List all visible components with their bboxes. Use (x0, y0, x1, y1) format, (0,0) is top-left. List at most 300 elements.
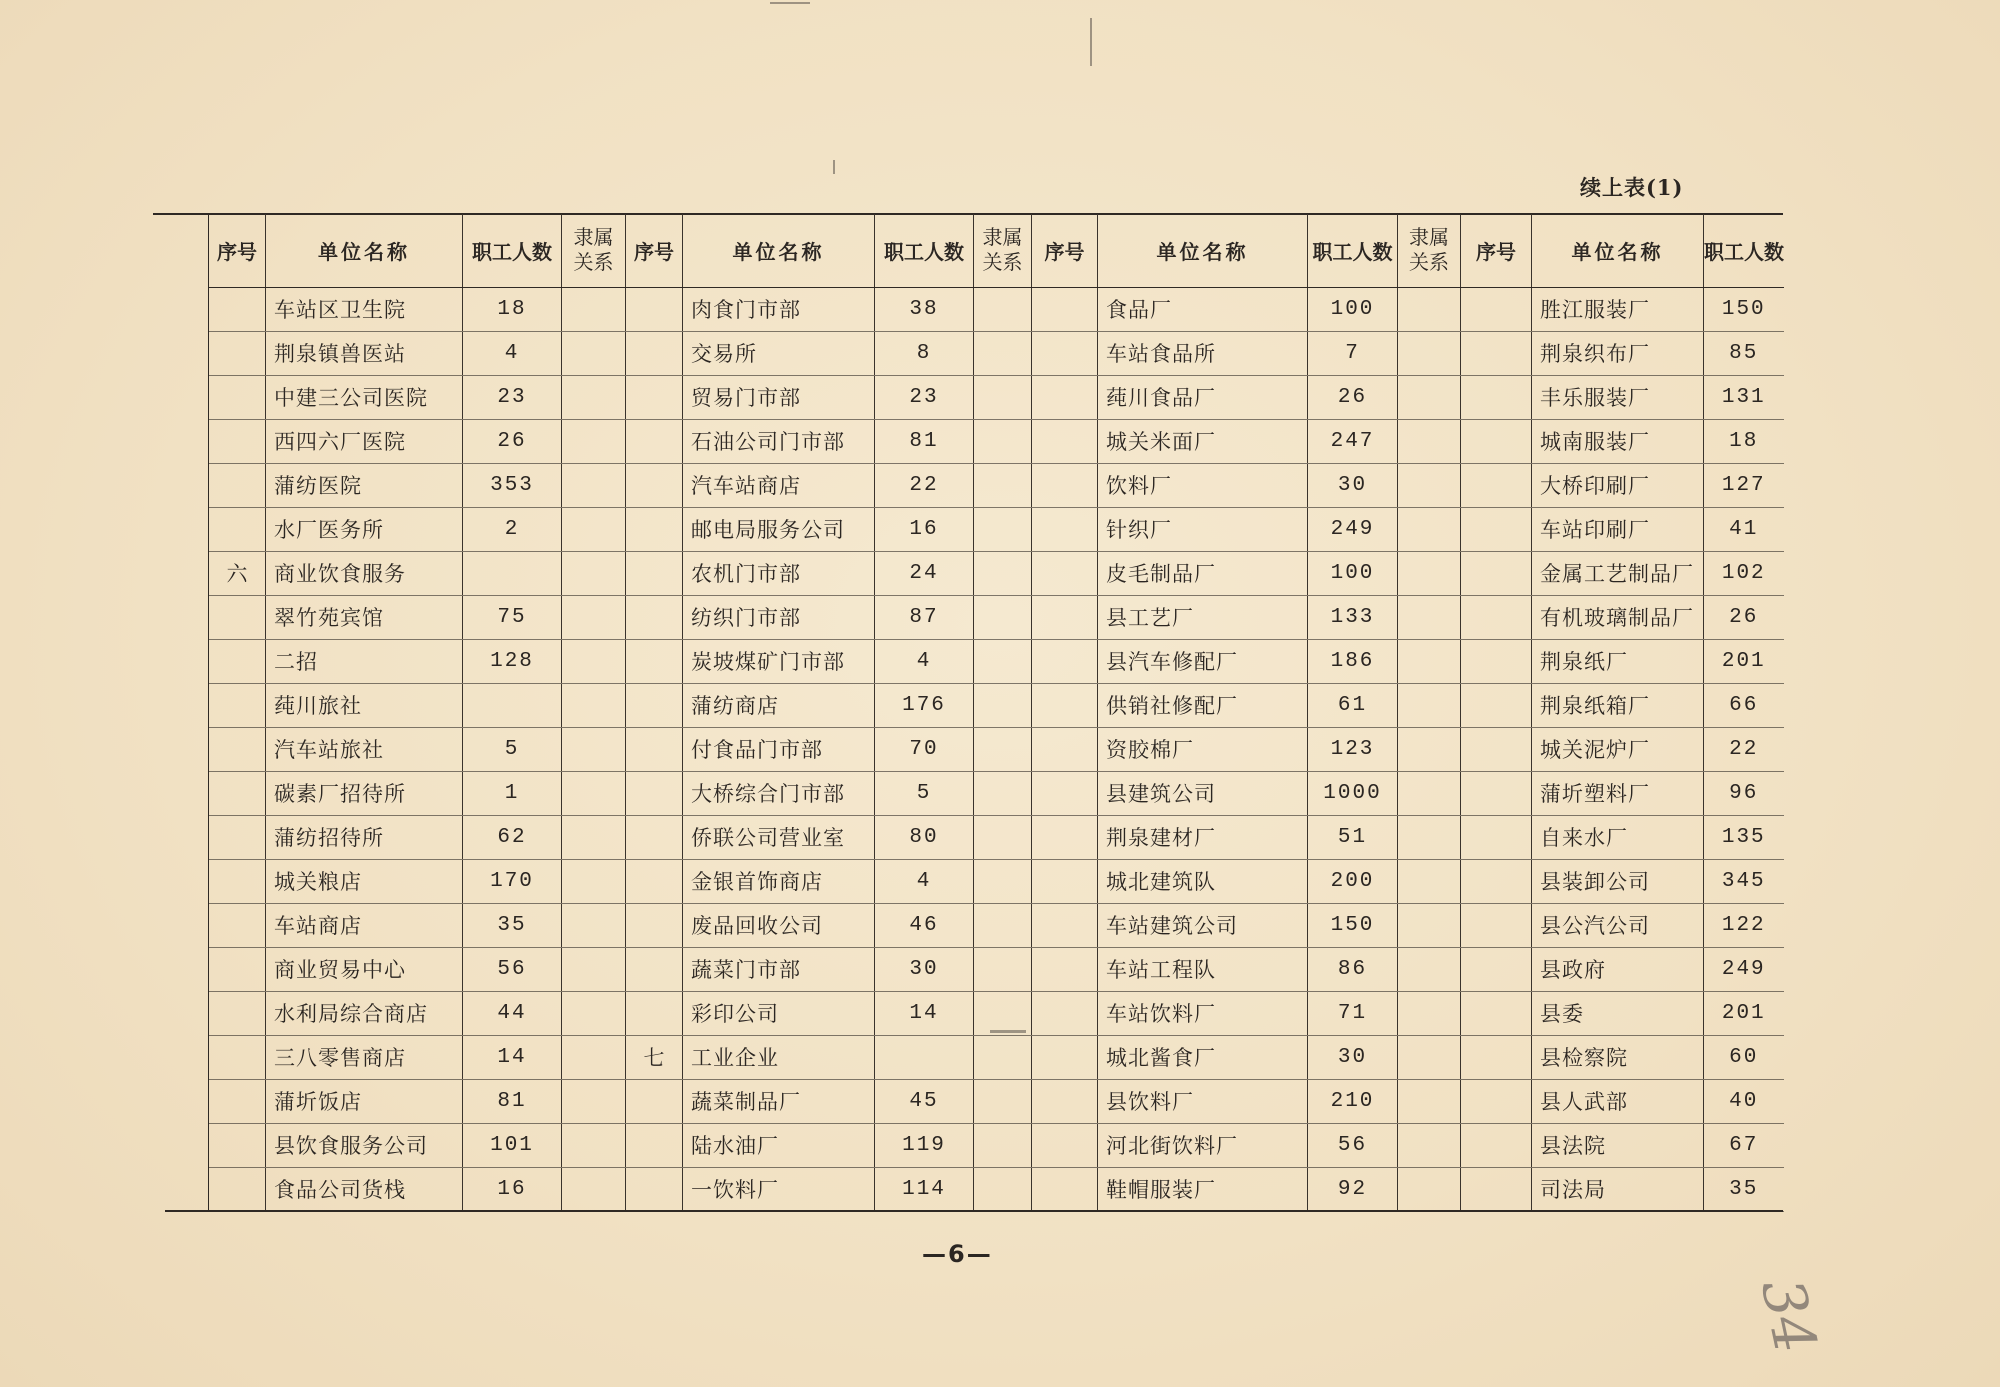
unit-name-cell: 商业饮食服务 (266, 551, 463, 595)
unit-name-cell: 县检察院 (1532, 1035, 1704, 1079)
seq-cell (209, 947, 266, 991)
unit-name-cell: 莼川旅社 (266, 683, 463, 727)
staff-count-cell: 101 (463, 1123, 562, 1167)
table-row (209, 287, 1784, 331)
seq-cell (1461, 815, 1532, 859)
unit-name-cell: 陆水油厂 (683, 1123, 875, 1167)
table-row (209, 815, 1784, 859)
staff-count-cell: 56 (1308, 1123, 1398, 1167)
unit-name-cell: 一饮料厂 (683, 1167, 875, 1211)
unit-name-cell: 金银首饰商店 (683, 859, 875, 903)
relation-cell (562, 419, 626, 463)
seq-cell (209, 1123, 266, 1167)
table-row (209, 419, 1784, 463)
seq-cell (1032, 331, 1098, 375)
table-row (209, 551, 1784, 595)
scan-mark (833, 160, 835, 174)
unit-name-cell: 翠竹苑宾馆 (266, 595, 463, 639)
staff-count-cell: 30 (875, 947, 974, 991)
unit-name-cell: 县政府 (1532, 947, 1704, 991)
staff-count-cell: 61 (1308, 683, 1398, 727)
seq-cell (1032, 991, 1098, 1035)
relation-cell (1398, 903, 1461, 947)
seq-cell (626, 727, 683, 771)
staff-count-cell: 14 (875, 991, 974, 1035)
header-count-3: 职工人数 (1308, 214, 1398, 287)
seq-cell (1461, 947, 1532, 991)
staff-count-cell: 46 (875, 903, 974, 947)
unit-name-cell: 肉食门市部 (683, 287, 875, 331)
seq-cell (626, 1079, 683, 1123)
table-row (209, 727, 1784, 771)
unit-name-cell: 蒲圻塑料厂 (1532, 771, 1704, 815)
seq-cell (1461, 375, 1532, 419)
seq-cell (1461, 507, 1532, 551)
relation-cell (562, 727, 626, 771)
unit-name-cell: 县装卸公司 (1532, 859, 1704, 903)
staff-count-cell: 345 (1704, 859, 1784, 903)
seq-cell: 七 (626, 1035, 683, 1079)
seq-cell (1461, 595, 1532, 639)
unit-name-cell: 金属工艺制品厂 (1532, 551, 1704, 595)
seq-cell (1032, 683, 1098, 727)
unit-name-cell: 纺织门市部 (683, 595, 875, 639)
staff-count-cell: 85 (1704, 331, 1784, 375)
relation-cell (1398, 463, 1461, 507)
staff-count-cell: 114 (875, 1167, 974, 1211)
unit-name-cell: 县建筑公司 (1098, 771, 1308, 815)
header-count-2: 职工人数 (875, 214, 974, 287)
staff-count-cell: 150 (1704, 287, 1784, 331)
seq-cell (626, 991, 683, 1035)
staff-count-cell: 23 (875, 375, 974, 419)
staff-count-cell: 4 (875, 639, 974, 683)
seq-cell (209, 331, 266, 375)
staff-count-cell: 41 (1704, 507, 1784, 551)
unit-name-cell: 县汽车修配厂 (1098, 639, 1308, 683)
relation-cell (562, 991, 626, 1035)
staff-count-cell: 18 (463, 287, 562, 331)
seq-cell (1461, 463, 1532, 507)
seq-cell (1461, 727, 1532, 771)
staff-count-cell: 201 (1704, 991, 1784, 1035)
seq-cell (209, 1079, 266, 1123)
header-relation-1: 隶属关系 (562, 214, 626, 287)
relation-cell (974, 595, 1032, 639)
unit-name-cell: 荆泉纸厂 (1532, 639, 1704, 683)
staff-count-cell (875, 1035, 974, 1079)
relation-cell (974, 639, 1032, 683)
staff-count-cell: 353 (463, 463, 562, 507)
relation-cell (562, 375, 626, 419)
unit-name-cell: 蔬菜制品厂 (683, 1079, 875, 1123)
staff-count-cell: 26 (1308, 375, 1398, 419)
staff-count-cell: 70 (875, 727, 974, 771)
seq-cell (626, 507, 683, 551)
seq-cell (1461, 859, 1532, 903)
staff-count-cell: 247 (1308, 419, 1398, 463)
seq-cell (626, 287, 683, 331)
relation-cell (974, 287, 1032, 331)
unit-name-cell: 县委 (1532, 991, 1704, 1035)
seq-cell (626, 375, 683, 419)
seq-cell (626, 463, 683, 507)
header-seq-2: 序号 (626, 214, 683, 287)
unit-name-cell: 有机玻璃制品厂 (1532, 595, 1704, 639)
seq-cell (209, 903, 266, 947)
seq-cell (209, 859, 266, 903)
staff-count-cell: 75 (463, 595, 562, 639)
staff-count-cell: 16 (463, 1167, 562, 1211)
seq-cell (1461, 287, 1532, 331)
seq-cell (626, 1167, 683, 1211)
table-row (209, 1123, 1784, 1167)
table-row (209, 331, 1784, 375)
staff-count-cell: 35 (1704, 1167, 1784, 1211)
relation-cell (562, 1167, 626, 1211)
relation-cell (974, 551, 1032, 595)
staff-count-cell: 22 (875, 463, 974, 507)
table-bottom-rule (165, 1210, 1783, 1212)
unit-name-cell: 城关米面厂 (1098, 419, 1308, 463)
relation-cell (1398, 331, 1461, 375)
relation-cell (562, 595, 626, 639)
unit-name-cell: 车站食品所 (1098, 331, 1308, 375)
relation-cell (1398, 683, 1461, 727)
relation-cell (1398, 551, 1461, 595)
seq-cell (1461, 419, 1532, 463)
relation-cell (562, 683, 626, 727)
unit-name-cell: 食品公司货栈 (266, 1167, 463, 1211)
seq-cell (209, 683, 266, 727)
relation-cell (974, 815, 1032, 859)
seq-cell (209, 991, 266, 1035)
unit-name-cell: 鞋帽服装厂 (1098, 1167, 1308, 1211)
unit-name-cell: 车站区卫生院 (266, 287, 463, 331)
staff-count-cell: 35 (463, 903, 562, 947)
unit-name-cell: 车站饮料厂 (1098, 991, 1308, 1035)
staff-count-cell: 30 (1308, 463, 1398, 507)
relation-cell (974, 727, 1032, 771)
unit-name-cell: 水厂医务所 (266, 507, 463, 551)
unit-name-cell: 丰乐服装厂 (1532, 375, 1704, 419)
table-row (209, 683, 1784, 727)
relation-cell (1398, 771, 1461, 815)
relation-cell (974, 859, 1032, 903)
staff-count-cell: 1000 (1308, 771, 1398, 815)
staff-count-cell: 150 (1308, 903, 1398, 947)
seq-cell (209, 463, 266, 507)
unit-name-cell: 县饮食服务公司 (266, 1123, 463, 1167)
staff-count-cell: 127 (1704, 463, 1784, 507)
seq-cell (209, 595, 266, 639)
staff-count-cell: 56 (463, 947, 562, 991)
header-relation-3: 隶属关系 (1398, 214, 1461, 287)
unit-name-cell: 饮料厂 (1098, 463, 1308, 507)
header-seq-3: 序号 (1032, 214, 1098, 287)
seq-cell (1032, 1123, 1098, 1167)
relation-cell (562, 771, 626, 815)
relation-cell (562, 463, 626, 507)
staff-count-cell: 81 (463, 1079, 562, 1123)
staff-count-cell: 81 (875, 419, 974, 463)
unit-name-cell: 车站印刷厂 (1532, 507, 1704, 551)
seq-cell (626, 639, 683, 683)
relation-cell (974, 463, 1032, 507)
relation-cell (1398, 1123, 1461, 1167)
seq-cell (626, 771, 683, 815)
relation-cell (1398, 1167, 1461, 1211)
staff-count-cell: 71 (1308, 991, 1398, 1035)
header-count-1: 职工人数 (463, 214, 562, 287)
seq-cell (1461, 639, 1532, 683)
seq-cell (626, 947, 683, 991)
seq-cell: 六 (209, 551, 266, 595)
header-relation-2: 隶属关系 (974, 214, 1032, 287)
unit-name-cell: 县法院 (1532, 1123, 1704, 1167)
table-row (209, 507, 1784, 551)
relation-cell (974, 331, 1032, 375)
table-row (209, 947, 1784, 991)
seq-cell (209, 1167, 266, 1211)
seq-cell (626, 903, 683, 947)
relation-cell (562, 507, 626, 551)
relation-cell (1398, 1079, 1461, 1123)
unit-name-cell: 荆泉纸箱厂 (1532, 683, 1704, 727)
table-body (209, 287, 1784, 1211)
relation-cell (1398, 287, 1461, 331)
unit-name-cell: 车站工程队 (1098, 947, 1308, 991)
relation-cell (562, 287, 626, 331)
unit-name-cell: 县工艺厂 (1098, 595, 1308, 639)
staff-count-cell: 45 (875, 1079, 974, 1123)
relation-cell (562, 1123, 626, 1167)
seq-cell (1461, 1167, 1532, 1211)
unit-name-cell: 车站建筑公司 (1098, 903, 1308, 947)
unit-name-cell: 胜江服装厂 (1532, 287, 1704, 331)
relation-cell (1398, 947, 1461, 991)
relation-cell (1398, 859, 1461, 903)
unit-name-cell: 荆泉织布厂 (1532, 331, 1704, 375)
staff-count-cell: 135 (1704, 815, 1784, 859)
staff-count-cell: 210 (1308, 1079, 1398, 1123)
table-row (209, 1079, 1784, 1123)
staff-count-cell: 1 (463, 771, 562, 815)
staff-count-cell: 131 (1704, 375, 1784, 419)
unit-name-cell: 工业企业 (683, 1035, 875, 1079)
seq-cell (209, 507, 266, 551)
relation-cell (1398, 419, 1461, 463)
unit-name-cell: 资胶棉厂 (1098, 727, 1308, 771)
table-row (209, 991, 1784, 1035)
staff-count-cell: 22 (1704, 727, 1784, 771)
relation-cell (1398, 1035, 1461, 1079)
seq-cell (626, 1123, 683, 1167)
unit-name-cell: 城南服装厂 (1532, 419, 1704, 463)
seq-cell (1032, 507, 1098, 551)
seq-cell (209, 375, 266, 419)
seq-cell (1032, 463, 1098, 507)
relation-cell (1398, 507, 1461, 551)
header-name-4: 单位名称 (1532, 214, 1704, 287)
table-row (209, 771, 1784, 815)
seq-cell (1032, 771, 1098, 815)
seq-cell (1461, 683, 1532, 727)
relation-cell (562, 551, 626, 595)
unit-name-cell: 商业贸易中心 (266, 947, 463, 991)
relation-cell (1398, 815, 1461, 859)
relation-cell (974, 419, 1032, 463)
unit-name-cell: 彩印公司 (683, 991, 875, 1035)
relation-cell (562, 859, 626, 903)
relation-cell (974, 1123, 1032, 1167)
staff-count-cell: 67 (1704, 1123, 1784, 1167)
relation-cell (562, 1035, 626, 1079)
seq-cell (1461, 551, 1532, 595)
unit-name-cell: 县人武部 (1532, 1079, 1704, 1123)
header-count-4: 职工人数 (1704, 214, 1784, 287)
staff-count-cell: 51 (1308, 815, 1398, 859)
relation-cell (974, 771, 1032, 815)
seq-cell (1032, 727, 1098, 771)
seq-cell (1032, 1035, 1098, 1079)
staff-count-cell: 5 (875, 771, 974, 815)
staff-count-cell: 123 (1308, 727, 1398, 771)
unit-name-cell: 蒲纺招待所 (266, 815, 463, 859)
staff-count-cell: 201 (1704, 639, 1784, 683)
unit-name-cell: 蒲纺商店 (683, 683, 875, 727)
seq-cell (1032, 419, 1098, 463)
seq-cell (1032, 1167, 1098, 1211)
unit-name-cell: 二招 (266, 639, 463, 683)
unit-name-cell: 侨联公司营业室 (683, 815, 875, 859)
unit-name-cell: 自来水厂 (1532, 815, 1704, 859)
relation-cell (974, 991, 1032, 1035)
header-seq-1: 序号 (209, 214, 266, 287)
staff-count-cell: 5 (463, 727, 562, 771)
unit-name-cell: 荆泉镇兽医站 (266, 331, 463, 375)
staff-count-cell: 26 (1704, 595, 1784, 639)
unit-name-cell: 城北建筑队 (1098, 859, 1308, 903)
seq-cell (1461, 331, 1532, 375)
relation-cell (974, 1167, 1032, 1211)
relation-cell (1398, 639, 1461, 683)
staff-count-cell (463, 683, 562, 727)
staff-table (208, 214, 1783, 1212)
relation-cell (974, 1035, 1032, 1079)
staff-count-cell: 40 (1704, 1079, 1784, 1123)
staff-count-cell: 60 (1704, 1035, 1784, 1079)
seq-cell (1032, 375, 1098, 419)
unit-name-cell: 莼川食品厂 (1098, 375, 1308, 419)
table-row (209, 903, 1784, 947)
page-number: —6— (922, 1240, 993, 1268)
unit-name-cell: 蔬菜门市部 (683, 947, 875, 991)
seq-cell (209, 727, 266, 771)
unit-name-cell: 城关粮店 (266, 859, 463, 903)
seq-cell (209, 815, 266, 859)
seq-cell (626, 683, 683, 727)
unit-name-cell: 西四六厂医院 (266, 419, 463, 463)
seq-cell (1032, 287, 1098, 331)
staff-count-cell: 14 (463, 1035, 562, 1079)
staff-count-cell: 102 (1704, 551, 1784, 595)
table-row (209, 375, 1784, 419)
unit-name-cell: 县公汽公司 (1532, 903, 1704, 947)
unit-name-cell: 农机门市部 (683, 551, 875, 595)
unit-name-cell: 贸易门市部 (683, 375, 875, 419)
seq-cell (209, 771, 266, 815)
relation-cell (1398, 727, 1461, 771)
scan-mark (770, 2, 810, 4)
staff-count-cell: 186 (1308, 639, 1398, 683)
staff-count-cell: 122 (1704, 903, 1784, 947)
unit-name-cell: 交易所 (683, 331, 875, 375)
relation-cell (562, 331, 626, 375)
staff-count-cell: 30 (1308, 1035, 1398, 1079)
table-header-row (209, 214, 1784, 287)
unit-name-cell: 县饮料厂 (1098, 1079, 1308, 1123)
seq-cell (626, 331, 683, 375)
table-row (209, 595, 1784, 639)
unit-name-cell: 荆泉建材厂 (1098, 815, 1308, 859)
seq-cell (1461, 991, 1532, 1035)
seq-cell (626, 551, 683, 595)
unit-name-cell: 蒲纺医院 (266, 463, 463, 507)
seq-cell (1461, 903, 1532, 947)
staff-count-cell: 23 (463, 375, 562, 419)
relation-cell (974, 683, 1032, 727)
staff-count-cell: 4 (875, 859, 974, 903)
relation-cell (562, 903, 626, 947)
unit-name-cell: 皮毛制品厂 (1098, 551, 1308, 595)
unit-name-cell: 城关泥炉厂 (1532, 727, 1704, 771)
unit-name-cell: 三八零售商店 (266, 1035, 463, 1079)
staff-count-cell: 249 (1308, 507, 1398, 551)
scan-mark (1090, 18, 1092, 66)
seq-cell (1032, 595, 1098, 639)
table-row (209, 1035, 1784, 1079)
seq-cell (209, 1035, 266, 1079)
staff-count-cell: 133 (1308, 595, 1398, 639)
unit-name-cell: 司法局 (1532, 1167, 1704, 1211)
table-row (209, 463, 1784, 507)
relation-cell (562, 815, 626, 859)
relation-cell (562, 1079, 626, 1123)
seq-cell (1032, 947, 1098, 991)
unit-name-cell: 碳素厂招待所 (266, 771, 463, 815)
staff-count-cell: 24 (875, 551, 974, 595)
staff-count-cell: 8 (875, 331, 974, 375)
seq-cell (1461, 771, 1532, 815)
unit-name-cell: 针织厂 (1098, 507, 1308, 551)
unit-name-cell: 邮电局服务公司 (683, 507, 875, 551)
seq-cell (1032, 859, 1098, 903)
relation-cell (974, 375, 1032, 419)
staff-count-cell: 96 (1704, 771, 1784, 815)
relation-cell (1398, 595, 1461, 639)
seq-cell (1032, 1079, 1098, 1123)
unit-name-cell: 供销社修配厂 (1098, 683, 1308, 727)
unit-name-cell: 废品回收公司 (683, 903, 875, 947)
staff-count-cell: 87 (875, 595, 974, 639)
seq-cell (1032, 903, 1098, 947)
seq-cell (1032, 639, 1098, 683)
unit-name-cell: 汽车站旅社 (266, 727, 463, 771)
seq-cell (1461, 1079, 1532, 1123)
unit-name-cell: 蒲圻饭店 (266, 1079, 463, 1123)
relation-cell (974, 1079, 1032, 1123)
